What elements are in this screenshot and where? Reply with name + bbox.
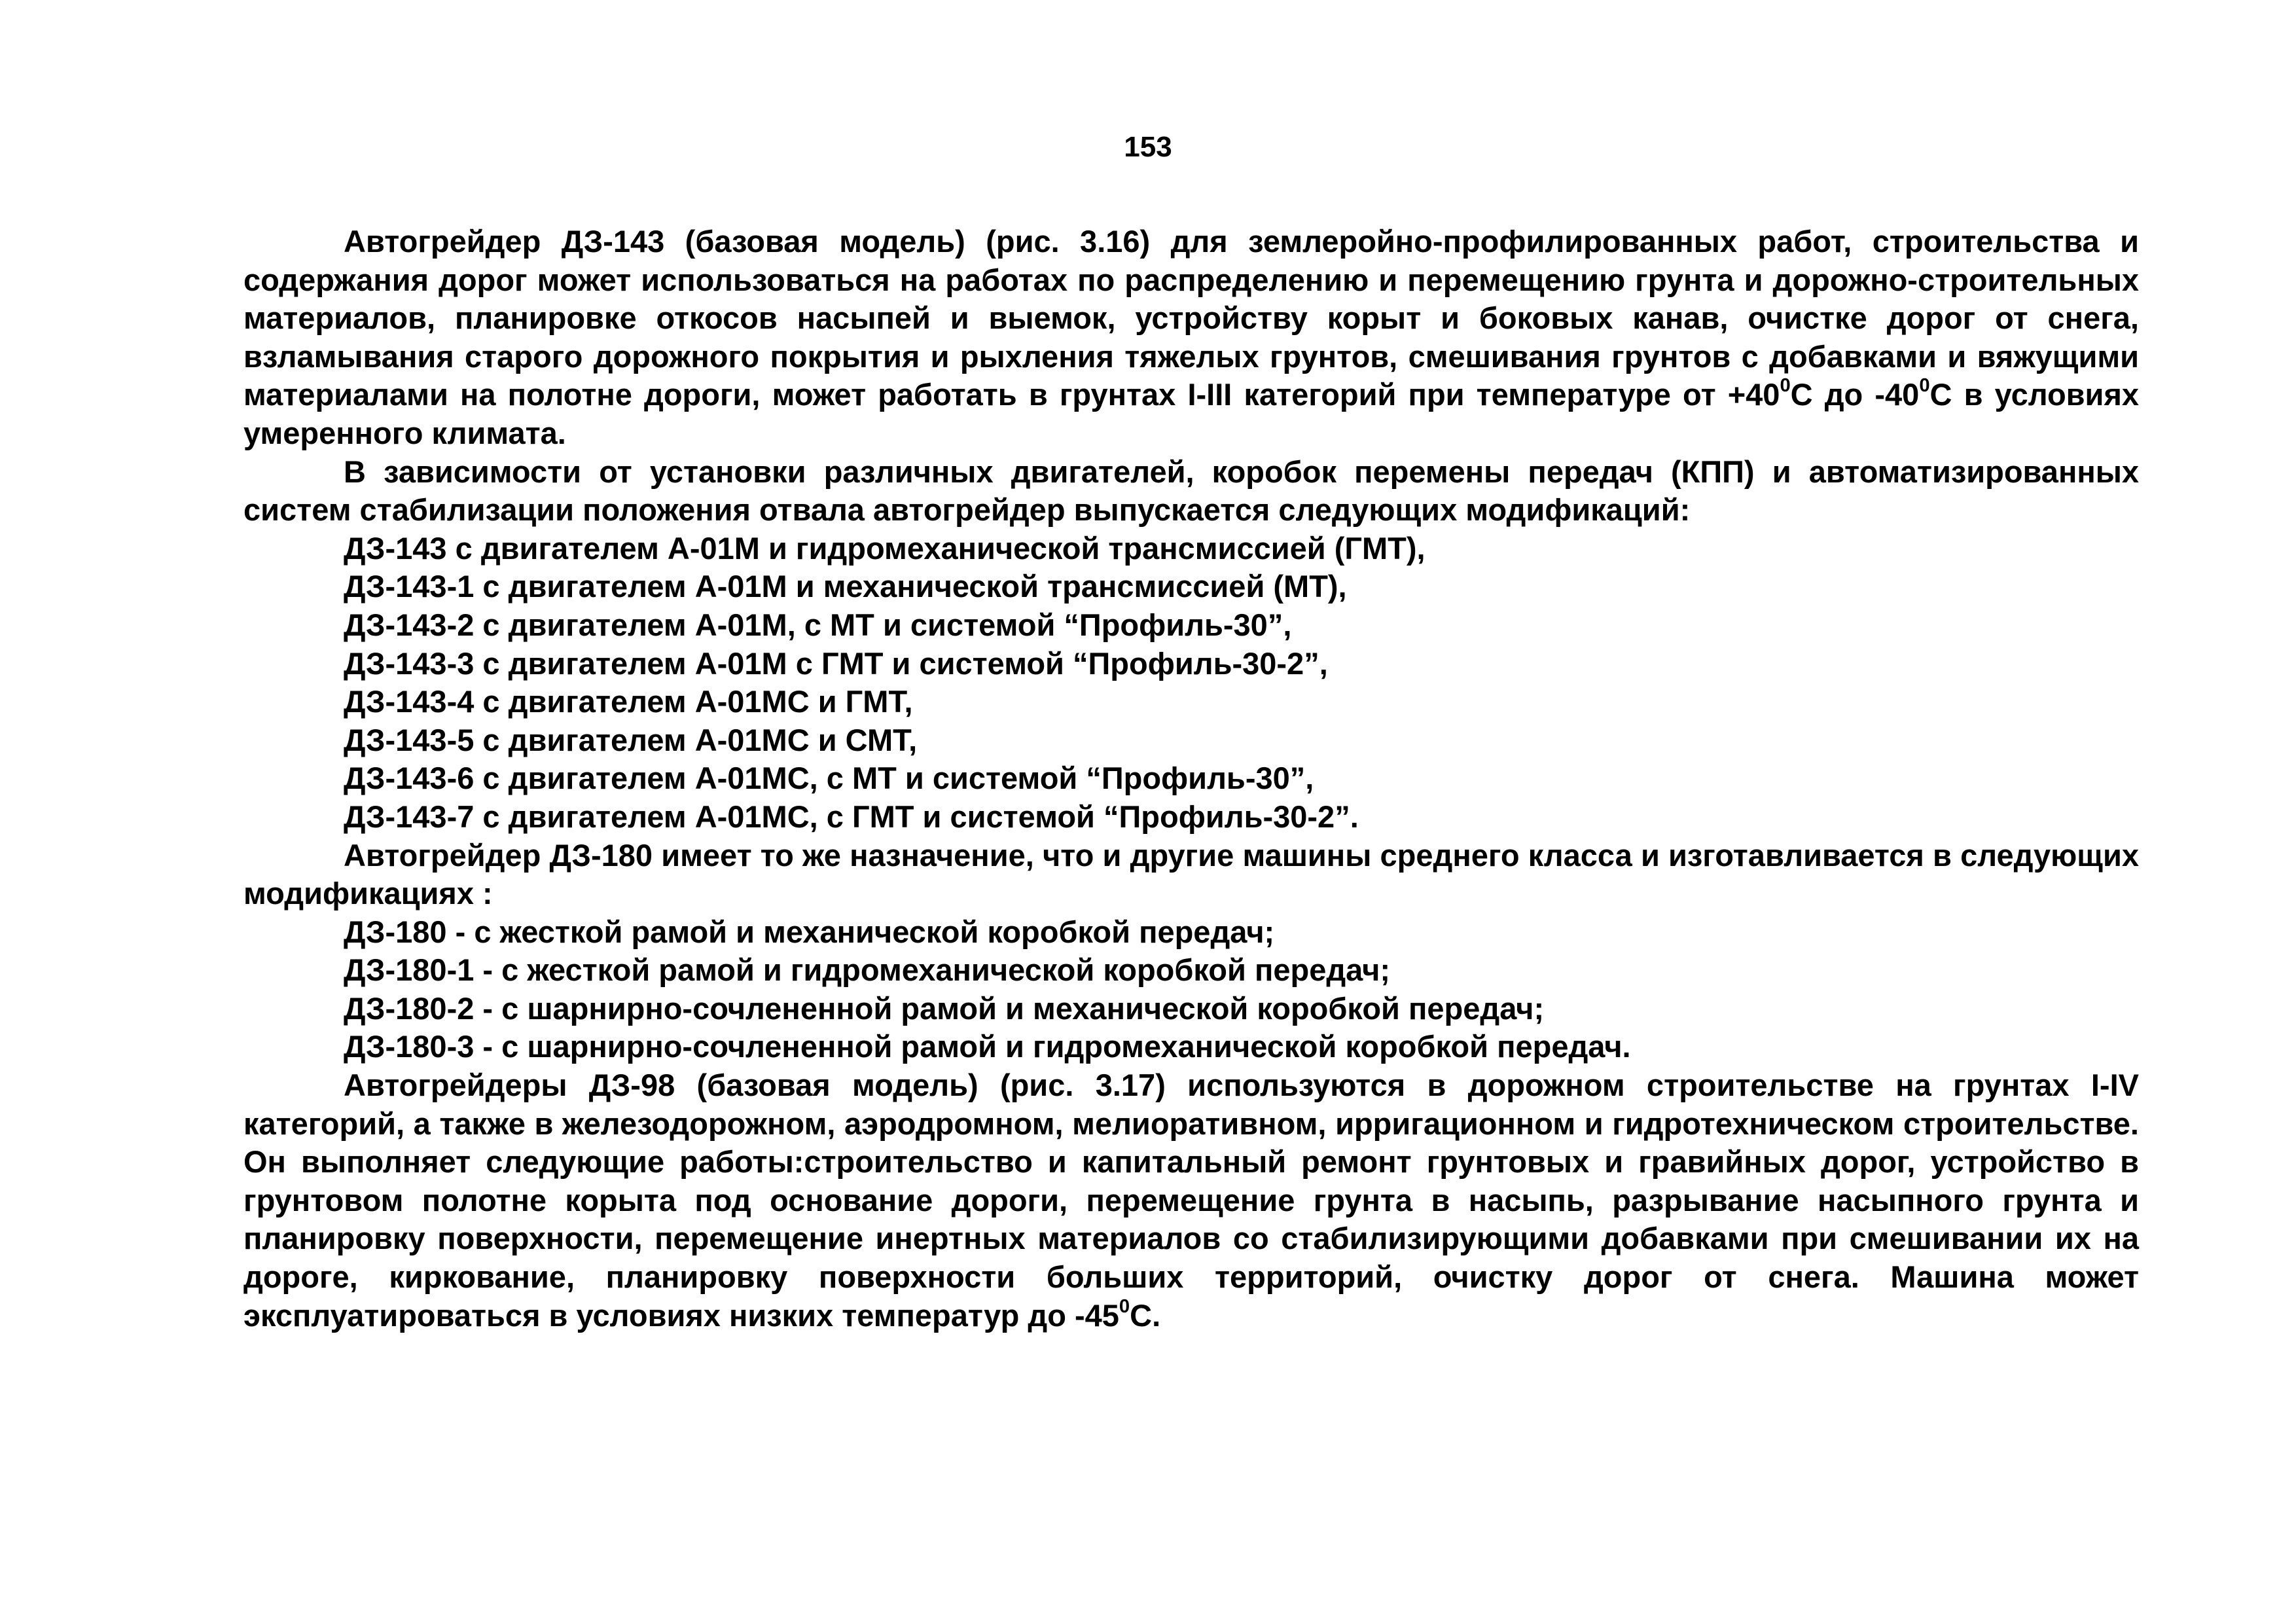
list-item-dz180-1: ДЗ-180-1 - с жесткой рамой и гидромеханической коробкой передач; [344,952,1391,988]
paragraph-dz98 [243,1066,2139,1335]
list-item-dz180-2: ДЗ-180-2 - с шарнирно-сочлененной рамой и механической коробкой передач; [344,990,1545,1026]
page-number: 153 [1124,131,1172,163]
text-span: С в условиях умеренного климата. [243,377,2140,450]
paragraph-dz180-intro: Автогрейдер ДЗ-180 имеет то же назначение, что и другие машины среднего класса и изготавливается в следующих модификациях : [243,837,2139,911]
list-item-dz143-6: ДЗ-143-6 с двигателем А-01МС, с МТ и системой “Профиль-30”, [344,761,1314,796]
text-span: Автогрейдеры ДЗ-98 (базовая модель) (рис. 3.17) используются в дорожном строительстве на грунтах I-IV категорий, а также в железодорожном, аэродромном, мелиоративном, ирригационном и гидротехническом строительстве. Он выполняет следующие работы:строительство и капитальный ремонт грунтовых и гравийных дорог, устройство в грунтовом полотне корыта под основание дороги, перемещение грунта в насыпь, разрывание насыпного грунта и планировку поверхности, перемещение инертных материалов со стабилизирующими добавками при смешивании их на дороге, киркование, планировку поверхности больших территорий, очистку дорог от снега. Машина может эксплуатироваться в условиях низких температур до -45 [243,1068,2139,1333]
list-item-dz143-4: ДЗ-143-4 с двигателем А-01МС и ГМТ, [344,684,913,719]
list-item-dz143: ДЗ-143 с двигателем А-01М и гидромеханической трансмиссией (ГМТ), [344,530,1426,566]
list-item-dz143-3: ДЗ-143-3 с двигателем А-01М с ГМТ и системой “Профиль-30-2”, [344,645,1328,681]
list-item-dz143-2: ДЗ-143-2 с двигателем А-01М, с МТ и системой “Профиль-30”, [344,607,1292,642]
degree-superscript: 0 [1919,375,1930,397]
paragraph-modifications-intro: В зависимости от установки различных двигателей, коробок перемены передач (КПП) и автоматизированных систем стабилизации положения отвала автогрейдер выпускается следующих модификаций: [243,454,2139,528]
text-span: С до -40 [1790,377,1920,412]
list-item-dz180-3: ДЗ-180-3 - с шарнирно-сочлененной рамой и гидромеханической коробкой передач. [344,1029,1631,1064]
list-item-dz143-1: ДЗ-143-1 с двигателем А-01М и механической трансмиссией (МТ), [344,569,1347,604]
list-item-dz180: ДЗ-180 - с жесткой рамой и механической коробкой передач; [344,914,1275,949]
text-span: Автогрейдер ДЗ-143 (базовая модель) (рис. 3.16) для землеройно-профилированных работ, строительства и содержания дорог может использоваться на работах по распределению и перемещению грунта и дорожно-строительных материалов, планировке откосов насыпей и выемок, устройству корыт и боковых канав, очистке дорог от снега, взламывания старого дорожного покрытия и рыхления тяжелых грунтов, смешивания грунтов с добавками и вяжущими материалами на полотне дороги, может работать в грунтах I-III категорий при температуре от +40 [243,224,2139,412]
list-item-dz143-7: ДЗ-143-7 с двигателем А-01МС, с ГМТ и системой “Профиль-30-2”. [344,799,1359,834]
text-span: С. [1130,1297,1161,1333]
paragraph-dz143-intro [243,223,2139,453]
list-item-dz143-5: ДЗ-143-5 с двигателем А-01МС и СМТ, [344,722,918,757]
degree-superscript: 0 [1780,375,1791,397]
body-text [243,223,2139,1335]
degree-superscript: 0 [1119,1295,1130,1317]
